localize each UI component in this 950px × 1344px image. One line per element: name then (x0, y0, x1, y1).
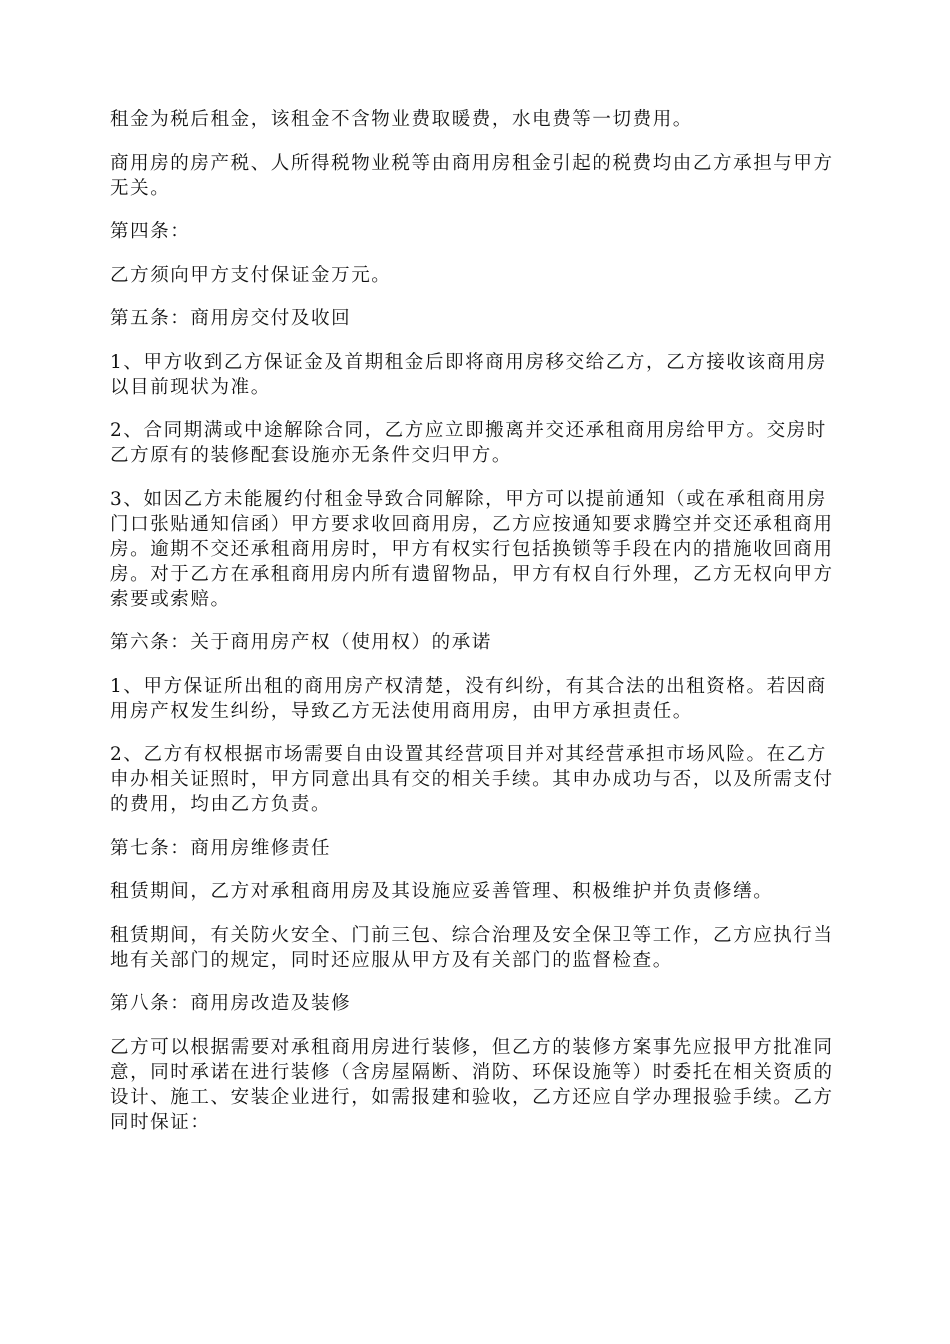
paragraph-article-5-item-1: 1、甲方收到乙方保证金及首期租金后即将商用房移交给乙方，乙方接收该商用房以目前现状为准。 (110, 351, 827, 398)
heading-article-4: 第四条： (110, 221, 191, 242)
heading-article-5: 第五条：商用房交付及收回 (110, 308, 352, 329)
paragraph-taxes: 商用房的房产税、人所得税物业税等由商用房租金引起的税费均由乙方承担与甲方无关。 (110, 152, 834, 199)
paragraph-deposit: 乙方须向甲方支付保证金万元。 (110, 264, 392, 286)
paragraph-article-5-item-2: 2、合同期满或中途解除合同，乙方应立即搬离并交还承租商用房给甲方。交房时乙方原有的装修配套设施亦无条件交归甲方。 (110, 420, 827, 466)
heading-article-8: 第八条：商用房改造及装修 (110, 993, 352, 1014)
paragraph-article-6-item-1: 1、甲方保证所出租的商用房产权清楚，没有纠纷，有其合法的出租资格。若因商用房产权发生纠纷，导致乙方无法使用商用房，由甲方承担责任。 (110, 675, 827, 722)
paragraph-article-5-item-3: 3、如因乙方未能履约付租金导致合同解除，甲方可以提前通知（或在承租商用房门口张贴通知信函）甲方要求收回商用房，乙方应按通知要求腾空并交还承租商用房。逾期不交还承租商用房时，甲方有权实行包括换锁等手段在内的措施收回商用房。对于乙方在承租商用房内所有遗留物品，甲方有权自行外理，乙方无权向甲方索要或索赔。 (110, 488, 834, 610)
heading-article-6: 第六条：关于商用房产权（使用权）的承诺 (110, 632, 492, 653)
paragraph-renovation: 乙方可以根据需要对承租商用房进行装修，但乙方的装修方案事先应报甲方批准同意，同时承诺在进行装修（含房屋隔断、消防、环保设施等）时委托在相关资质的设计、施工、安装企业进行，如需报建和验收，乙方还应自学办理报验手续。乙方同时保证： (110, 1036, 834, 1133)
heading-article-7: 第七条：商用房维修责任 (110, 837, 332, 859)
document-body (110, 107, 845, 1153)
paragraph-rent-tax: 租金为税后租金，该租金不含物业费取暖费，水电费等一切费用。 (110, 109, 693, 130)
paragraph-safety: 租赁期间，有关防火安全、门前三包、综合治理及安全保卫等工作，乙方应执行当地有关部门的规定，同时还应服从甲方及有关部门的监督检查。 (110, 924, 834, 971)
paragraph-maintenance: 租赁期间，乙方对承租商用房及其设施应妥善管理、积极维护并负责修缮。 (110, 881, 774, 902)
paragraph-article-6-item-2: 2、乙方有权根据市场需要自由设置其经营项目并对其经营承担市场风险。在乙方申办相关证照时，甲方同意出具有交的相关手续。其申办成功与否，以及所需支付的费用，均由乙方负责。 (110, 744, 834, 815)
